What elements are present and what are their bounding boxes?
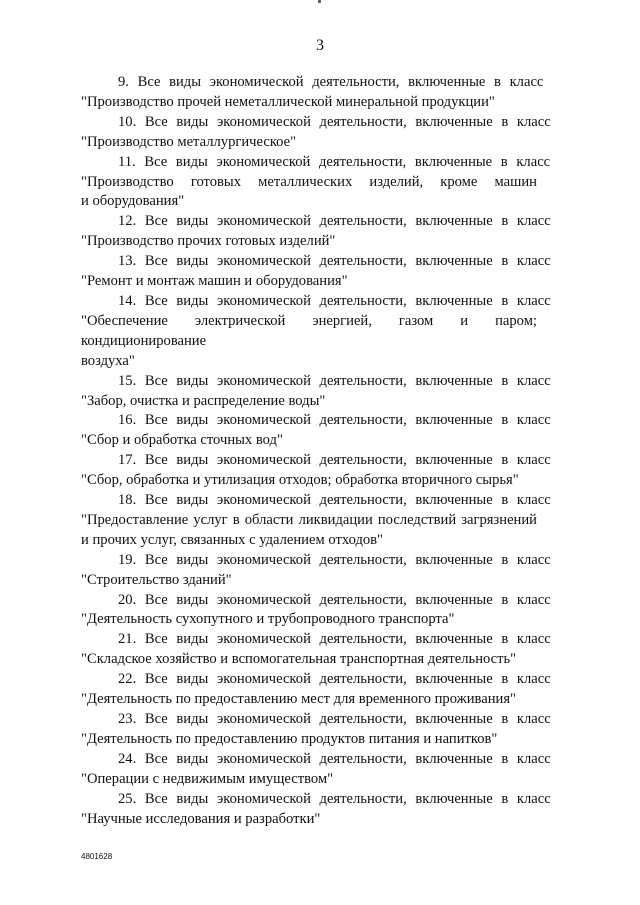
item-class-line: "Обеспечение электрической энергией, газом и паром; кондиционирование (81, 312, 537, 349)
list-item (81, 591, 551, 631)
item-class-name (81, 730, 537, 750)
item-heading: 21. Все виды экономической деятельности, включенные в класс (118, 631, 551, 648)
item-class-name (81, 610, 537, 630)
item-class-line: "Научные исследования и разработки" (81, 810, 321, 827)
item-class-line: "Деятельность по предоставлению мест для временного проживания" (81, 691, 516, 708)
item-class-name (81, 173, 537, 213)
page-number: 3 (316, 37, 324, 54)
item-class-line: "Строительство зданий" (81, 571, 232, 588)
list-item (81, 73, 544, 113)
list-item (81, 710, 551, 750)
item-heading: 18. Все виды экономической деятельности, включенные в класс (118, 492, 551, 509)
item-class-line: "Сбор, обработка и утилизация отходов; обработка вторичного сырья" (81, 472, 519, 489)
item-class-line: и оборудования" (81, 193, 185, 210)
list-item (81, 411, 551, 451)
item-class-name (81, 471, 537, 491)
item-class-name (81, 272, 537, 292)
item-class-name (81, 392, 537, 412)
item-heading: 19. Все виды экономической деятельности, включенные в класс (118, 551, 551, 568)
item-class-line: "Производство металлургическое" (81, 133, 297, 150)
list-item (81, 212, 551, 252)
list-item (81, 790, 551, 830)
list-item (81, 750, 551, 790)
item-class-line: "Производство готовых металлических изделий, кроме машин (81, 173, 537, 190)
document-code: 4801628 (81, 852, 113, 861)
item-class-line: "Забор, очистка и распределение воды" (81, 392, 326, 409)
item-class-line: и прочих услуг, связанных с удалением отходов" (81, 531, 384, 548)
item-class-line: "Производство прочей неметаллической минеральной продукции" (81, 93, 495, 110)
list-item (81, 551, 551, 591)
item-heading: 12. Все виды экономической деятельности, включенные в класс (118, 213, 551, 230)
item-class-line: "Операции с недвижимым имуществом" (81, 770, 334, 787)
list-item (81, 491, 551, 551)
item-heading: 20. Все виды экономической деятельности, включенные в класс (118, 591, 551, 608)
page-top-mark (318, 0, 321, 3)
item-heading: 13. Все виды экономической деятельности, включенные в класс (118, 253, 551, 270)
item-heading: 10. Все виды экономической деятельности, включенные в класс (118, 113, 551, 130)
item-class-name (81, 133, 537, 153)
item-heading: 15. Все виды экономической деятельности, включенные в класс (118, 372, 551, 389)
item-class-line: "Предоставление услуг в области ликвидации последствий загрязнений (81, 511, 537, 528)
list-item (81, 153, 551, 213)
item-class-line: "Деятельность по предоставлению продуктов питания и напитков" (81, 730, 498, 747)
item-class-name (81, 571, 537, 591)
item-class-line: "Производство прочих готовых изделий" (81, 233, 336, 250)
item-class-name (81, 232, 537, 252)
item-class-line: воздуха" (81, 352, 135, 369)
list-item (81, 113, 551, 153)
item-class-name (81, 312, 537, 372)
list-item (81, 292, 551, 372)
item-heading: 16. Все виды экономической деятельности, включенные в класс (118, 412, 551, 429)
list-item (81, 252, 551, 292)
item-heading: 9. Все виды экономической деятельности, включенные в класс (118, 74, 544, 90)
list-item (81, 451, 551, 491)
item-class-name (81, 770, 537, 790)
item-class-line: "Деятельность сухопутного и трубопроводного транспорта" (81, 611, 455, 628)
item-heading: 23. Все виды экономической деятельности, включенные в класс (118, 711, 551, 727)
item-heading: 14. Все виды экономической деятельности, включенные в класс (118, 292, 551, 309)
item-class-line: "Ремонт и монтаж машин и оборудования" (81, 273, 348, 290)
item-class-name (81, 93, 537, 113)
item-class-line: "Складское хозяйство и вспомогательная транспортная деятельность" (81, 651, 517, 668)
list-item (81, 372, 551, 412)
item-heading: 11. Все виды экономической деятельности, включенные в класс (118, 153, 551, 170)
item-class-line: "Сбор и обработка сточных вод" (81, 432, 283, 449)
document-body (81, 73, 551, 829)
item-heading: 25. Все виды экономической деятельности, включенные в класс (118, 790, 551, 807)
item-heading: 24. Все виды экономической деятельности, включенные в класс (118, 750, 551, 767)
item-class-name (81, 810, 537, 830)
item-heading: 17. Все виды экономической деятельности, включенные в класс (118, 452, 551, 469)
item-class-name (81, 650, 537, 670)
item-heading: 22. Все виды экономической деятельности, включенные в класс (118, 671, 551, 688)
list-item (81, 630, 551, 670)
list-item (81, 670, 551, 710)
item-class-name (81, 690, 537, 710)
item-class-name (81, 511, 537, 551)
item-class-name (81, 431, 537, 451)
